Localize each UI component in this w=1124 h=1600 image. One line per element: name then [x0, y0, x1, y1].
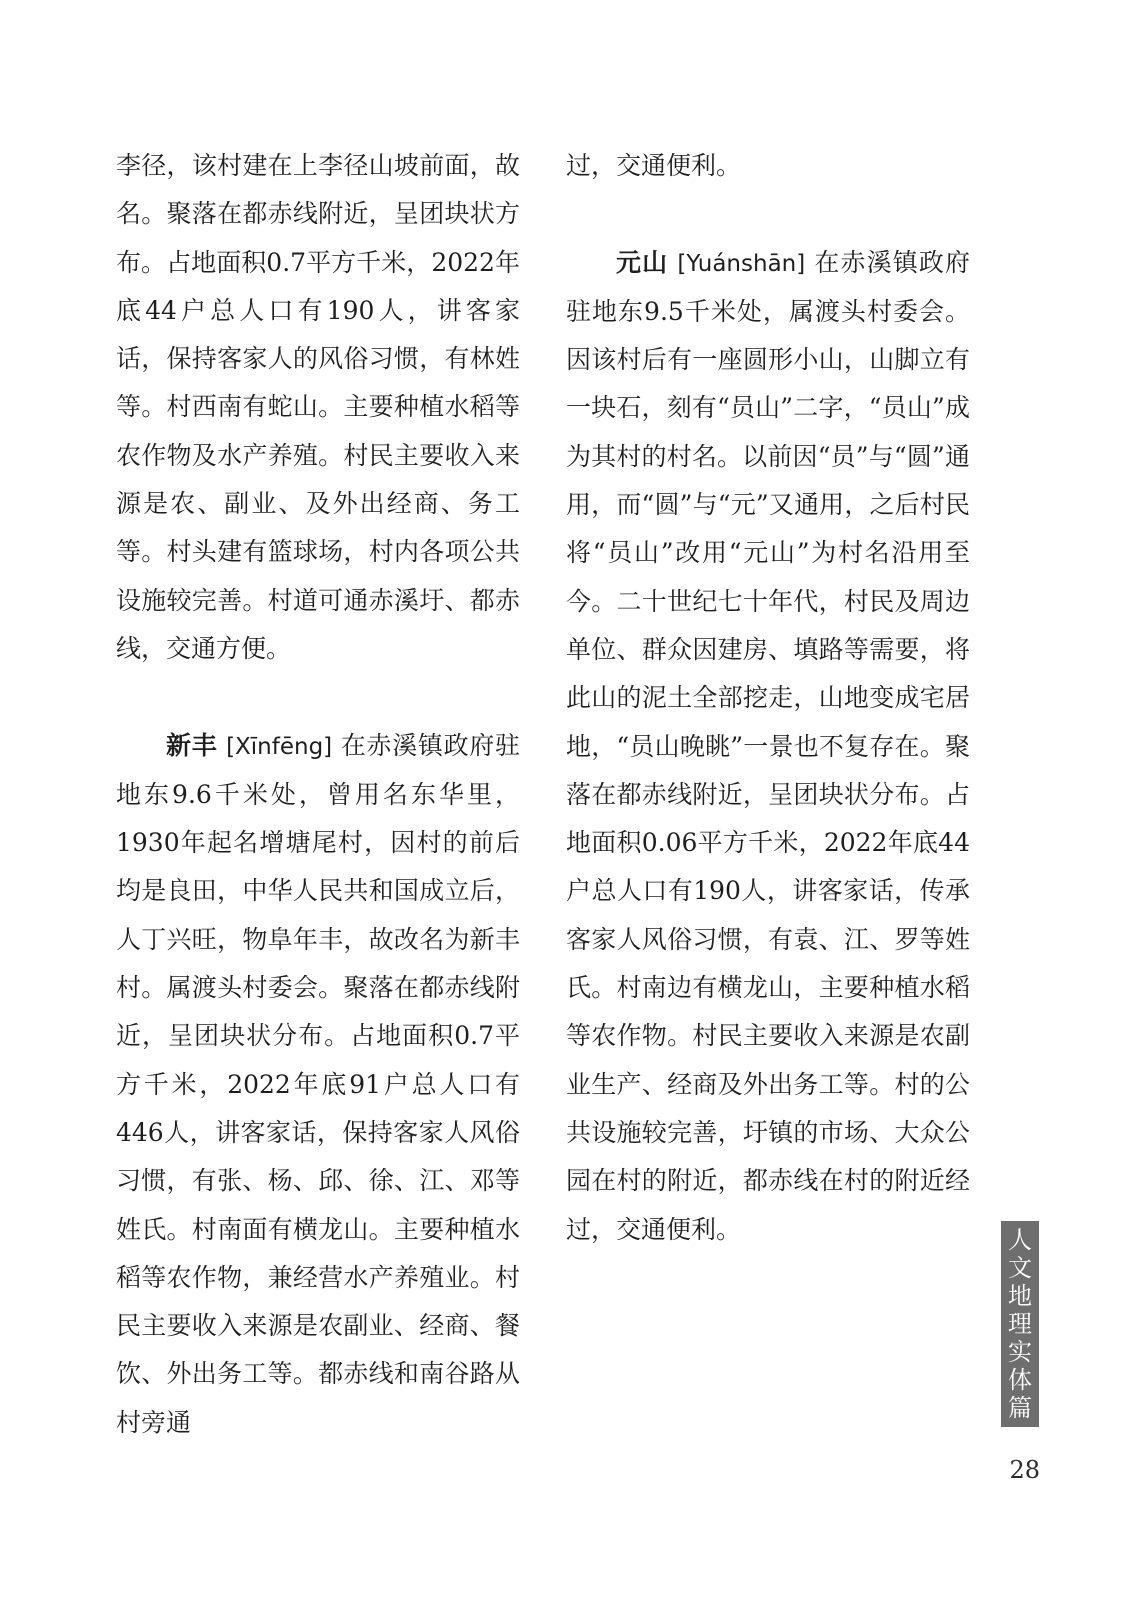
section-tab-char: 实	[1008, 1338, 1032, 1366]
entry-text: 在赤溪镇政府驻地东9.6千米处，曾用名东华里，1930年起名增塘尾村，因村的前后均是良田，中华人民共和国成立后，人丁兴旺，物阜年丰，故改名为新丰村。属渡头村委会。聚落在都赤线附近，呈团块状分布。占地面积0.7平方千米，2022年底91户总人口有446人，讲客家话，保持客家人风俗习惯，有张、杨、邱、徐、江、邓等姓氏。村南面有横龙山。主要种植水稻等农作物，兼经营水产养殖业。村民主要收入来源是农副业、经商、餐饮、外出务工等。都赤线和南谷路从村旁通	[116, 730, 521, 1437]
entry-yuanshan	[566, 239, 970, 1254]
paragraph-gap	[566, 190, 970, 238]
entry-name: 元山	[616, 247, 669, 277]
section-tab-char: 文	[1008, 1254, 1032, 1282]
paragraph-gap	[116, 673, 520, 721]
section-tab	[1001, 1221, 1039, 1427]
section-tab-char: 体	[1008, 1366, 1032, 1394]
entry-pinyin: [Xīnfēng]	[226, 733, 333, 760]
entry-text: 在赤溪镇政府驻地东9.5千米处，属渡头村委会。因该村后有一座圆形小山，山脚立有一块石，刻有“员山”二字，“员山”成为其村的村名。以前因“员”与“圆”通用，而“圆”与“元”又通用，之后村民将“员山”改用“元山”为村名沿用至今。二十世纪七十年代，村民及周边单位、群众因建房、填路等需要，将此山的泥土全部挖走，山地变成宅居地，“员山晚眺”一景也不复存在。聚落在都赤线附近，呈团块状分布。占地面积0.06平方千米，2022年底44户总人口有190人，讲客家话，传承客家人风俗习惯，有袁、江、罗等姓氏。村南边有横龙山，主要种植水稻等农作物。村民主要收入来源是农副业生产、经商及外出务工等。村的公共设施较完善，圩镇的市场、大众公园在村的附近，都赤线在村的附近经过，交通便利。	[566, 247, 970, 1244]
section-tab-char: 篇	[1008, 1394, 1032, 1422]
right-column	[566, 142, 970, 1254]
section-tab-char: 人	[1008, 1226, 1032, 1254]
section-tab-char: 理	[1008, 1310, 1032, 1338]
paragraph-xinfeng-continued: 过，交通便利。	[566, 151, 742, 180]
left-column	[116, 142, 520, 1447]
entry-name: 新丰	[166, 730, 218, 760]
page-number: 28	[1009, 1456, 1040, 1484]
entry-xinfeng	[116, 722, 520, 1447]
paragraph-lijing-continued: 李径，该村建在上李径山坡前面，故名。聚落在都赤线附近，呈团块状方布。占地面积0.7平方千米，2022年底44户总人口有190人，讲客家话，保持客家人的风俗习惯，有林姓等。村西南有蛇山。主要种植水稻等农作物及水产养殖。村民主要收入来源是农、副业、及外出经商、务工等。村头建有篮球场，村内各项公共设施较完善。村道可通赤溪圩、都赤线，交通方便。	[116, 151, 520, 663]
entry-pinyin: [Yuánshān]	[677, 250, 806, 277]
section-tab-char: 地	[1008, 1282, 1032, 1310]
